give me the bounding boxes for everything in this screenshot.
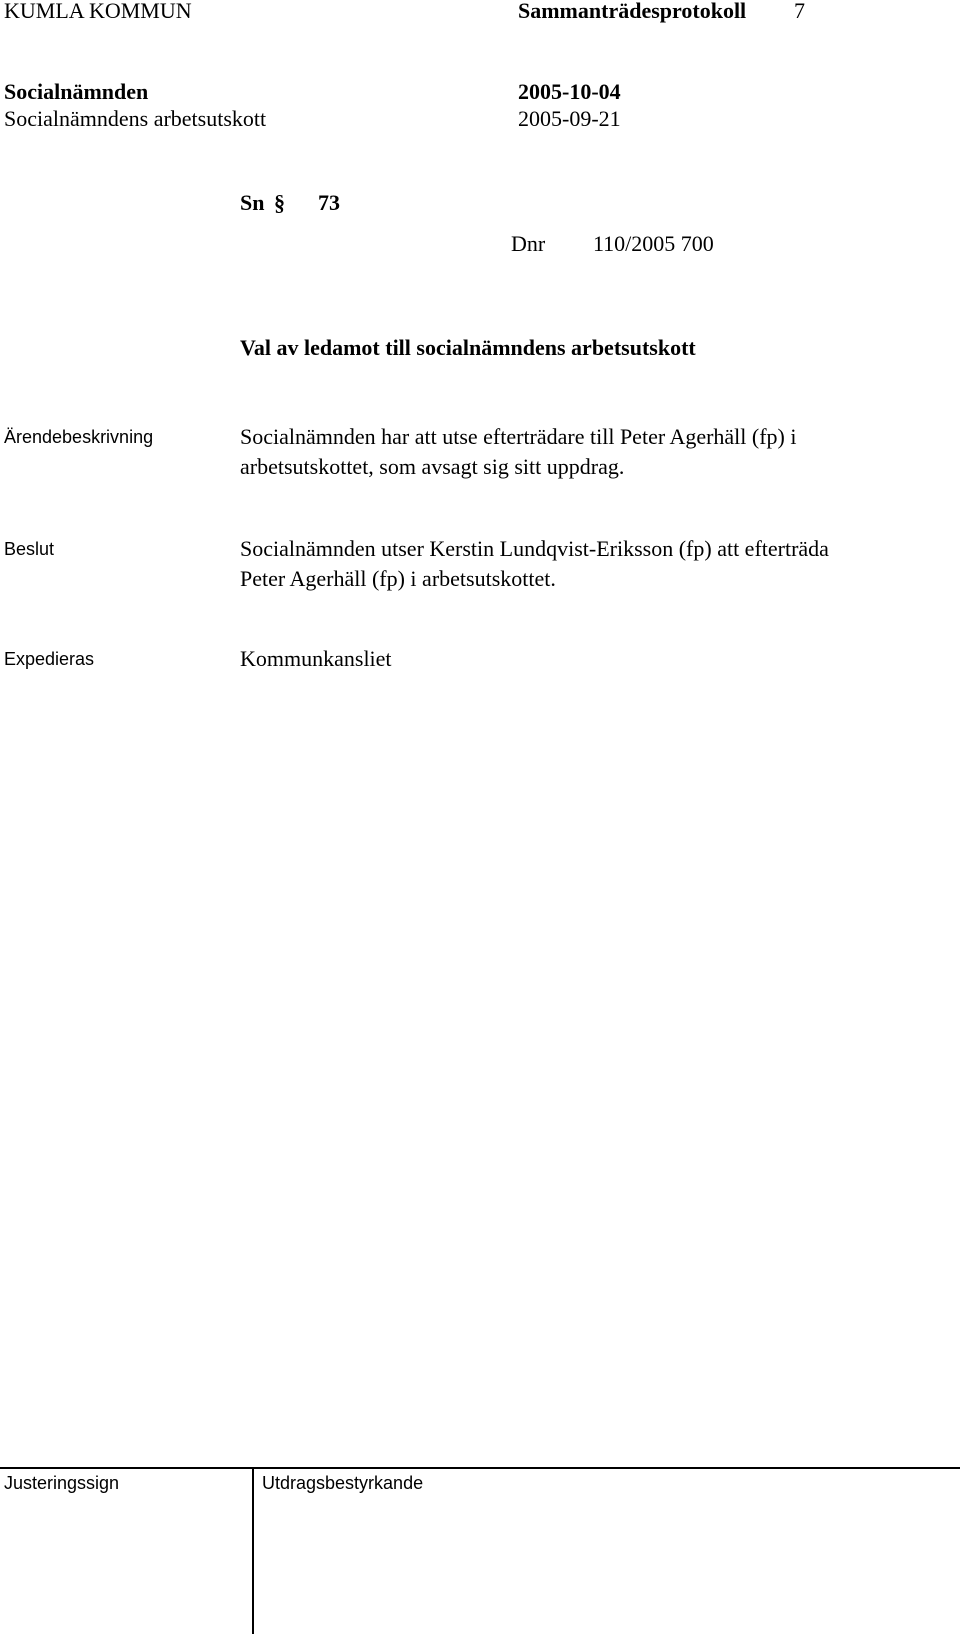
meeting-date: 2005-10-04 bbox=[518, 79, 621, 104]
description-label: Ärendebeskrivning bbox=[4, 427, 154, 447]
decision-text bbox=[240, 534, 829, 594]
subcommittee-name: Socialnämndens arbetsutskott bbox=[4, 106, 267, 131]
doc-type: Sammanträdesprotokoll bbox=[518, 0, 747, 23]
section-symbol: § bbox=[274, 190, 285, 215]
paragraph-prefix: Sn bbox=[240, 190, 265, 215]
footer-divider bbox=[252, 1469, 254, 1634]
dnr-label: Dnr bbox=[511, 231, 546, 256]
dispatch-value: Kommunkansliet bbox=[240, 646, 392, 671]
paragraph-number: 73 bbox=[318, 190, 340, 215]
decision-line: Peter Agerhäll (fp) i arbetsutskottet. bbox=[240, 566, 556, 591]
org-name: KUMLA KOMMUN bbox=[4, 0, 192, 23]
dnr-value: 110/2005 700 bbox=[593, 231, 714, 256]
signature-label: Justeringssign bbox=[4, 1473, 120, 1493]
description-line: arbetsutskottet, som avsagt sig sitt uppdrag. bbox=[240, 454, 625, 479]
decision-line: Socialnämnden utser Kerstin Lundqvist-Eriksson (fp) att efterträda bbox=[240, 536, 829, 561]
decision-label: Beslut bbox=[4, 539, 55, 559]
extract-label: Utdragsbestyrkande bbox=[262, 1473, 424, 1493]
footer-rule bbox=[0, 1467, 960, 1469]
page-number: 7 bbox=[794, 0, 805, 23]
dispatch-label: Expedieras bbox=[4, 649, 95, 669]
description-line: Socialnämnden har att utse efterträdare till Peter Agerhäll (fp) i bbox=[240, 424, 797, 449]
committee-name: Socialnämnden bbox=[4, 79, 149, 104]
description-text bbox=[240, 422, 797, 482]
subcommittee-date: 2005-09-21 bbox=[518, 106, 621, 131]
page-title: Val av ledamot till socialnämndens arbetsutskott bbox=[240, 335, 696, 360]
